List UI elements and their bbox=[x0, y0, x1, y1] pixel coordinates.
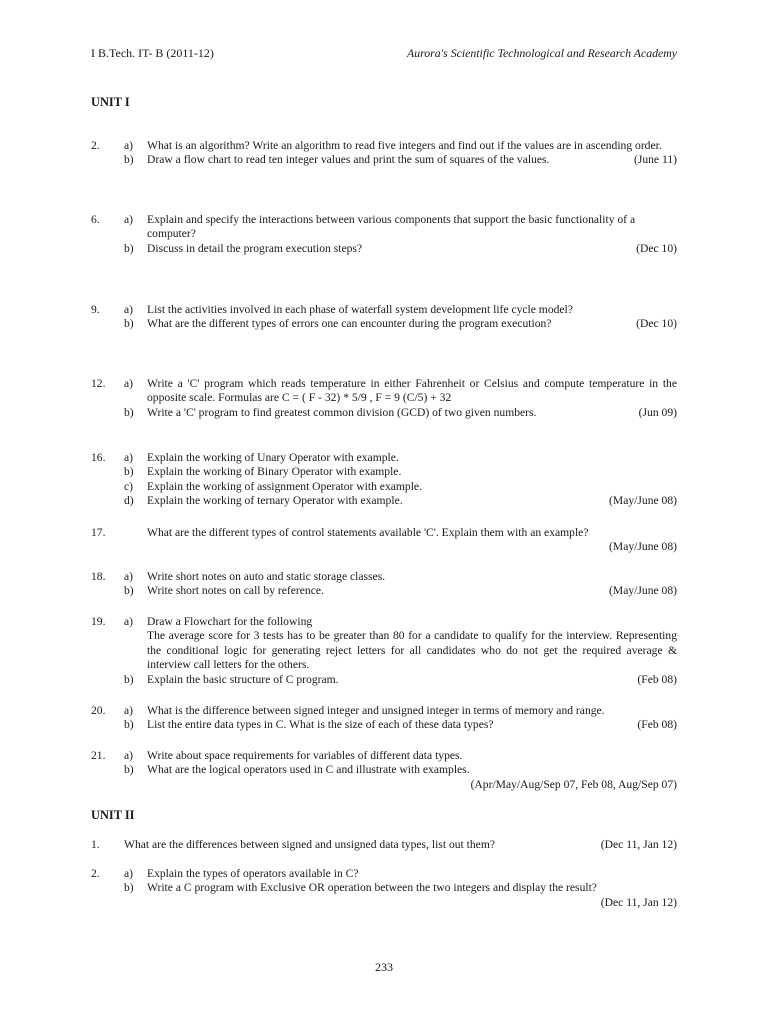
question-part bbox=[91, 139, 677, 153]
part-letter: b) bbox=[124, 584, 134, 598]
part-text: Write a 'C' program which reads temperature in either Fahrenheit or Celsius and compute temperature in the opposite scale. Formulas are C = ( F - 32) * 5/9 , F = 9 (C/5) + 32 bbox=[147, 377, 677, 405]
part-text: What is an algorithm? Write an algorithm to read five integers and find out if the values are in ascending order. bbox=[147, 139, 662, 152]
part-text: Explain the working of Binary Operator with example. bbox=[147, 465, 402, 479]
unit2-question-2 bbox=[91, 867, 677, 910]
exam-date: (June 11) bbox=[633, 153, 677, 167]
question-12 bbox=[91, 377, 677, 420]
part-text: Explain the types of operators available in C? bbox=[147, 867, 359, 880]
part-text: What is the difference between signed integer and unsigned integer in terms of memory and range. bbox=[147, 704, 605, 717]
question-part bbox=[91, 673, 677, 687]
unit-1-heading: UNIT I bbox=[91, 95, 130, 109]
question-9 bbox=[91, 303, 677, 332]
part-letter: b) bbox=[124, 718, 134, 732]
part-letter: a) bbox=[124, 749, 134, 762]
part-letter: b) bbox=[124, 241, 134, 255]
part-letter: b) bbox=[124, 465, 134, 479]
question-text bbox=[91, 526, 677, 555]
question-part bbox=[91, 153, 677, 167]
question-part bbox=[91, 584, 677, 598]
part-letter: a) bbox=[124, 867, 134, 880]
question-part bbox=[91, 494, 677, 508]
part-text: Draw a Flowchart for the following bbox=[147, 615, 313, 628]
question-part bbox=[91, 317, 677, 331]
part-letter: b) bbox=[124, 763, 134, 777]
part-text: List the entire data types in C. What is the size of each of these data types? bbox=[147, 718, 494, 732]
part-text: Write a C program with Exclusive OR operation between the two integers and display the result? bbox=[147, 881, 597, 895]
question-number: 12. bbox=[91, 377, 106, 390]
part-letter: a) bbox=[124, 303, 134, 316]
question-part bbox=[91, 704, 677, 718]
part-text: Write a 'C' program to find greatest common division (GCD) of two given numbers. bbox=[147, 405, 537, 419]
question-number: 2. bbox=[91, 867, 100, 880]
question-number: 1. bbox=[91, 838, 100, 851]
question-part bbox=[91, 451, 677, 465]
part-text: Write short notes on auto and static storage classes. bbox=[147, 570, 386, 583]
exam-date: (Dec 11, Jan 12) bbox=[600, 838, 677, 851]
part-letter: a) bbox=[124, 377, 134, 390]
question-number: 9. bbox=[91, 303, 100, 316]
question-number: 18. bbox=[91, 570, 106, 583]
part-letter: a) bbox=[124, 704, 134, 717]
unit2-question-1 bbox=[91, 838, 677, 852]
part-text: List the activities involved in each phase of waterfall system development life cycle model? bbox=[147, 303, 573, 316]
question-16 bbox=[91, 451, 677, 509]
question-part bbox=[91, 718, 677, 732]
question-part bbox=[91, 303, 677, 317]
part-letter: a) bbox=[124, 451, 134, 464]
question-part bbox=[91, 465, 677, 479]
question-number: 20. bbox=[91, 704, 106, 717]
question-text bbox=[91, 838, 677, 852]
part-text: Draw a flow chart to read ten integer values and print the sum of squares of the values. bbox=[147, 153, 550, 167]
header-course: I B.Tech. IT- B (2011-12) bbox=[91, 46, 214, 60]
question-20 bbox=[91, 704, 677, 733]
part-letter: b) bbox=[124, 153, 134, 167]
question-19 bbox=[91, 615, 677, 687]
part-text: Explain the working of assignment Operator with example. bbox=[147, 479, 422, 493]
part-letter: a) bbox=[124, 139, 134, 152]
part-text: Explain the working of ternary Operator with example. bbox=[147, 494, 403, 508]
exam-date: (May/June 08) bbox=[609, 494, 677, 508]
part-text: Explain and specify the interactions between various components that support the basic functionality of a computer? bbox=[147, 213, 636, 241]
part-letter: a) bbox=[124, 570, 134, 583]
exam-date: (May/June 08) bbox=[609, 540, 677, 554]
question-part bbox=[91, 242, 677, 256]
exam-date: (Apr/May/Aug/Sep 07, Feb 08, Aug/Sep 07) bbox=[470, 777, 677, 791]
exam-date: (Dec 10) bbox=[636, 317, 677, 331]
part-text: Discuss in detail the program execution steps? bbox=[147, 241, 363, 255]
part-text: Explain the basic structure of C program. bbox=[147, 672, 339, 686]
question-number: 16. bbox=[91, 451, 106, 464]
part-letter: c) bbox=[124, 479, 134, 493]
exam-date: (Jun 09) bbox=[638, 405, 677, 419]
question-part bbox=[91, 763, 677, 777]
question-part bbox=[91, 570, 677, 584]
part-text: What are the different types of control statements available 'C'. Explain them with an example? bbox=[147, 526, 589, 539]
part-letter: b) bbox=[124, 317, 134, 331]
question-part bbox=[91, 881, 677, 895]
question-21 bbox=[91, 749, 677, 792]
part-text: What are the differences between signed and unsigned data types, list out them? bbox=[124, 838, 495, 851]
question-part bbox=[91, 377, 677, 406]
part-letter: b) bbox=[124, 881, 134, 895]
header-institution: Aurora's Scientific Technological and Research Academy bbox=[407, 46, 677, 60]
part-text: Write about space requirements for variables of different data types. bbox=[147, 749, 463, 762]
page-number: 233 bbox=[375, 960, 393, 974]
part-letter: b) bbox=[124, 405, 134, 419]
exam-date: (Dec 11, Jan 12) bbox=[600, 895, 677, 909]
question-part bbox=[91, 867, 677, 881]
exam-date: (May/June 08) bbox=[609, 584, 677, 598]
exam-date: (Feb 08) bbox=[637, 672, 677, 686]
question-part bbox=[91, 749, 677, 763]
question-2 bbox=[91, 139, 677, 168]
part-letter: a) bbox=[124, 213, 134, 226]
question-18 bbox=[91, 570, 677, 599]
part-text: Write short notes on call by reference. bbox=[147, 584, 324, 598]
question-17 bbox=[91, 526, 677, 555]
question-number: 2. bbox=[91, 139, 100, 152]
question-part bbox=[91, 615, 677, 673]
part-detail: The average score for 3 tests has to be greater than 80 for a candidate to qualify for the interview. Representing the conditional logic for generating reject letters for all candidates who do not get the required average & interview call letters for the others. bbox=[147, 629, 677, 672]
question-number: 6. bbox=[91, 213, 100, 226]
question-6 bbox=[91, 213, 677, 256]
unit-2-heading: UNIT II bbox=[91, 808, 135, 822]
exam-date: (Feb 08) bbox=[637, 718, 677, 732]
part-text: Explain the working of Unary Operator with example. bbox=[147, 451, 399, 464]
question-part bbox=[91, 406, 677, 420]
part-letter: b) bbox=[124, 672, 134, 686]
part-letter: d) bbox=[124, 494, 134, 508]
exam-date: (Dec 10) bbox=[636, 241, 677, 255]
question-part bbox=[91, 480, 677, 494]
part-text: What are the different types of errors one can encounter during the program execution? bbox=[147, 317, 552, 331]
question-number: 19. bbox=[91, 615, 106, 628]
question-number: 21. bbox=[91, 749, 106, 762]
part-text: What are the logical operators used in C and illustrate with examples. bbox=[147, 763, 470, 777]
question-number: 17. bbox=[91, 526, 106, 539]
part-letter: a) bbox=[124, 615, 134, 628]
question-part bbox=[91, 213, 677, 242]
